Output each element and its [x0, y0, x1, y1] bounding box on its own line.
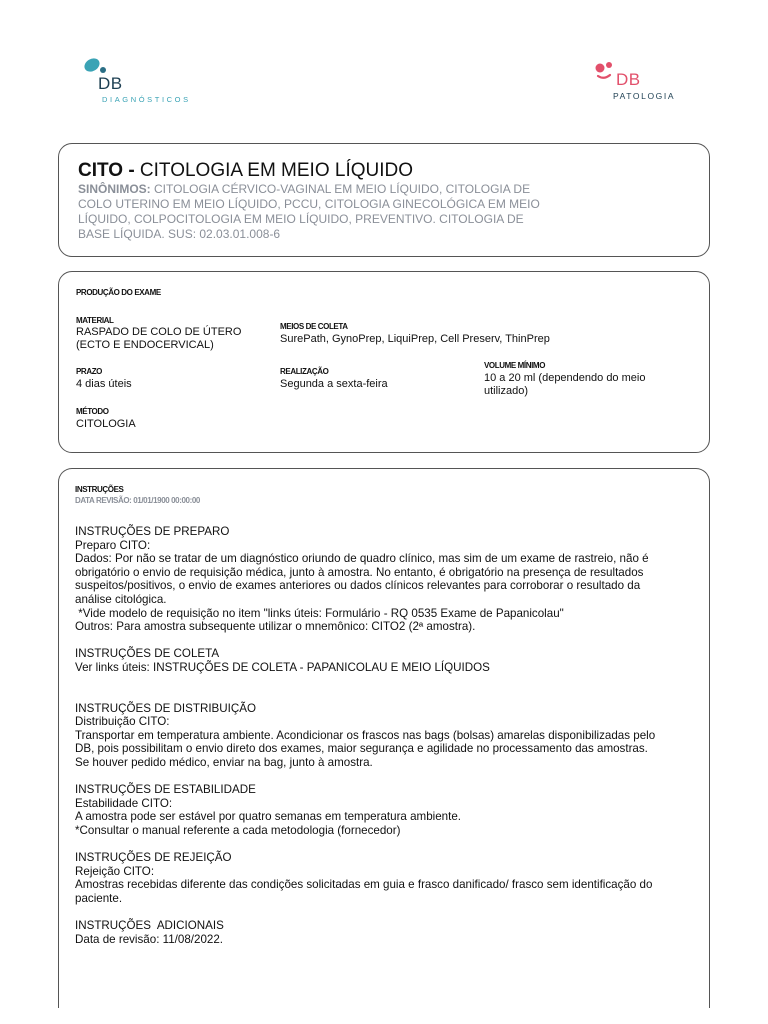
exam-name: CITOLOGIA EM MEIO LÍQUIDO [134, 160, 414, 181]
exam-code: CITO - [78, 160, 135, 181]
distribuicao-title: INSTRUÇÕES DE DISTRIBUIÇÃO [75, 701, 257, 715]
production-heading: PRODUÇÃO DO EXAME [76, 288, 161, 297]
preparo-line: suspeitos/positivos, o envio de exames anteriores ou dados clínicos relevantes para corroborar o resultado da [75, 579, 641, 593]
preparo-line: Dados: Por não se tratar de um diagnóstico oriundo de quadro clínico, mas sim de um exame de rastreio, não é [75, 552, 649, 566]
instructions-body [75, 525, 695, 946]
preparo-line: obrigatório o envio de requisição médica, junto à amostra. No entanto, é obrigatório na presença de resultados [75, 565, 644, 579]
preparo-line: *Vide modelo de requisição no item "links úteis: Formulário - RQ 0535 Exame de Papanicolau" [75, 606, 564, 620]
meios-value: SurePath, GynoPrep, LiquiPrep, Cell Preserv, ThinPrep [280, 333, 550, 345]
estabilidade-line: *Consultar o manual referente a cada metodologia (fornecedor) [75, 823, 401, 837]
rejeicao-line: Rejeição CITO: [75, 864, 155, 878]
db-patologia-logo [592, 60, 702, 104]
realizacao-label: REALIZAÇÃO [280, 367, 329, 376]
metodo-label: MÉTODO [76, 407, 109, 416]
metodo-value: CITOLOGIA [76, 418, 136, 430]
exam-title [78, 160, 413, 182]
estabilidade-line: Estabilidade CITO: [75, 796, 173, 810]
revision-date: DATA REVISÃO: 01/01/1900 00:00:00 [75, 496, 200, 505]
rejeicao-line: Amostras recebidas diferente das condições solicitadas em guia e frasco danificado/ frasco sem identificação do [75, 878, 653, 892]
distribuicao-line: Distribuição CITO: [75, 715, 170, 729]
exam-synonyms [78, 182, 548, 242]
material-value-line2: (ECTO E ENDOCERVICAL) [76, 339, 214, 351]
adicionais-line: Data de revisão: 11/08/2022. [75, 932, 224, 946]
material-value-line1: RASPADO DE COLO DE ÚTERO [76, 326, 242, 338]
distribuicao-line: Se houver pedido médico, enviar na bag, junto à amostra. [75, 755, 373, 769]
meios-label: MEIOS DE COLETA [280, 322, 348, 331]
rejeicao-title: INSTRUÇÕES DE REJEIÇÃO [75, 851, 232, 865]
synonyms-text: CITOLOGIA CÉRVICO-VAGINAL EM MEIO LÍQUIDO, CITOLOGIA DE COLO UTERINO EM MEIO LÍQUIDO, PCCU, CITOLOGIA GINECOLÓGICA EM MEIO LÍQUIDO, COLPOCITOLOGIA EM MEIO LÍQUIDO, PREVENTIVO. CITOLOGIA DE BASE LÍQUIDA. SUS: 02.03.01.008-6 [78, 182, 540, 241]
adicionais-title: INSTRUÇÕES ADICIONAIS [75, 919, 224, 933]
exam-production-card [58, 271, 710, 453]
logo-subtitle-text: DIAGNÓSTICOS [102, 95, 191, 104]
instructions-heading: INSTRUÇÕES [75, 485, 124, 494]
logo-brand-text: DB [616, 70, 641, 89]
exam-header-card [58, 143, 710, 257]
exam-instructions-card [58, 468, 710, 1008]
volume-value-line2: utilizado) [484, 385, 529, 397]
volume-label: VOLUME MÍNIMO [484, 361, 546, 370]
volume-value-line1: 10 a 20 ml (dependendo do meio [484, 372, 646, 384]
material-label: MATERIAL [76, 316, 114, 325]
estabilidade-line: A amostra pode ser estável por quatro semanas em temperatura ambiente. [75, 810, 462, 824]
synonyms-label: SINÔNIMOS: [78, 182, 151, 196]
db-diagnosticos-logo [80, 56, 220, 106]
prazo-label: PRAZO [76, 367, 103, 376]
realizacao-value: Segunda a sexta-feira [280, 378, 388, 390]
preparo-line: Preparo CITO: [75, 538, 151, 552]
distribuicao-line: Transportar em temperatura ambiente. Acondicionar os frascos nas bags (bolsas) amarelas disponibilizadas pelo [75, 728, 656, 742]
estabilidade-title: INSTRUÇÕES DE ESTABILIDADE [75, 783, 256, 797]
coleta-line: Ver links úteis: INSTRUÇÕES DE COLETA - PAPANICOLAU E MEIO LÍQUIDOS [75, 660, 490, 674]
coleta-title: INSTRUÇÕES DE COLETA [75, 647, 220, 661]
preparo-line: análise citológica. [75, 592, 167, 606]
logo-subtitle-text: PATOLOGIA [613, 91, 676, 101]
distribuicao-line: DB, pois possibilitam o envio direto dos exames, maior segurança e agilidade no processamento das amostras. [75, 742, 648, 756]
preparo-line: Outros: Para amostra subsequente utilizar o mnemônico: CITO2 (2ª amostra). [75, 620, 476, 634]
logo-brand-text: DB [98, 74, 123, 93]
rejeicao-line: paciente. [75, 891, 123, 905]
preparo-title: INSTRUÇÕES DE PREPARO [75, 525, 230, 538]
prazo-value: 4 dias úteis [76, 378, 132, 390]
